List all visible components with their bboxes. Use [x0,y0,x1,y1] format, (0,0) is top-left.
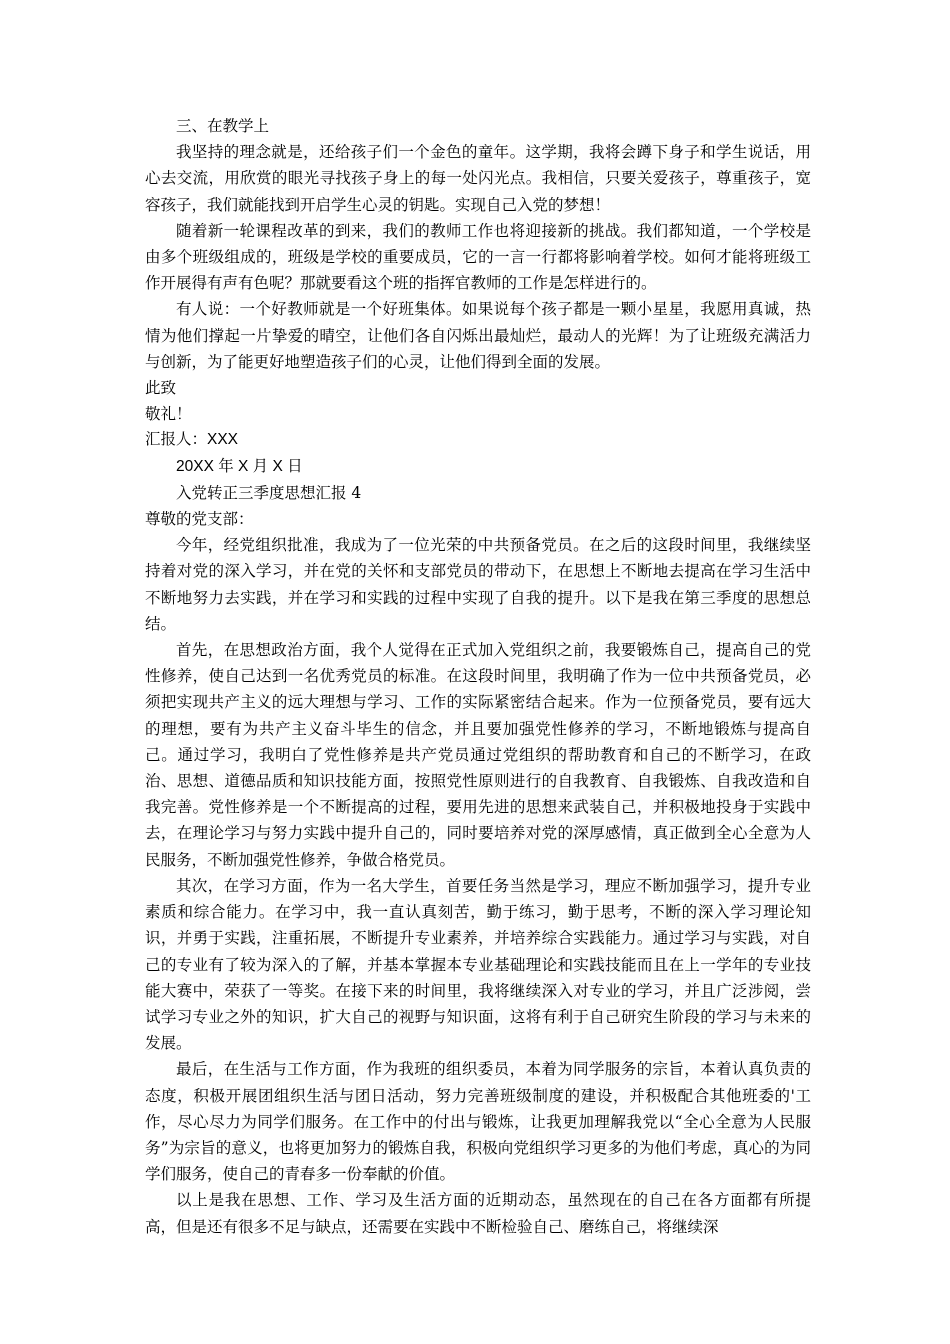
salutation: 尊敬的党支部： [145,510,254,529]
body-paragraph: 随着新一轮课程改革的到来，我们的教师工作也将迎接新的挑战。我们都知道，一个学校是由多个班级组成的，班级是学校的重要成员，它的一言一行都将影响着学校。如何才能将班级工作开展得有声有色呢？那就要看这个班的指挥官教师的工作是怎样进行的。 [145,221,811,293]
body-paragraph: 其次，在学习方面，作为一名大学生，首要任务当然是学习，理应不断加强学习，提升专业素质和综合能力。在学习中，我一直认真刻苦，勤于练习，勤于思考，不断的深入学习理论知识，并勇于实践，注重拓展，不断提升专业素养，并培养综合实践能力。通过学习与实践，对自己的专业有了较为深入的了解，并基本掌握本专业基础理论和实践技能而且在上一学年的专业技能大赛中，荣获了一等奖。在接下来的时间里，我将继续深入对专业的学习，并且广泛涉阅，尝试学习专业之外的知识，扩大自己的视野与知识面，这将有利于自己研究生阶段的学习与未来的发展。 [145,876,811,1053]
body-paragraph: 首先，在思想政治方面，我个人觉得在正式加入党组织之前，我要锻炼自己，提高自己的党性修养，使自己达到一名优秀党员的标准。在这段时间里，我明确了作为一位中共预备党员，必须把实现共产主义的远大理想与学习、工作的实际紧密结合起来。作为一位预备党员，要有远大的理想，要有为共产主义奋斗毕生的信念，并且要加强党性修养的学习，不断地锻炼与提高自己。通过学习，我明白了党性修养是共产党员通过党组织的帮助教育和自己的不断学习，在政治、思想、道德品质和知识技能方面，按照党性原则进行的自我教育、自我锻炼、自我改造和自我完善。党性修养是一个不断提高的过程，要用先进的思想来武装自己，并积极地投身于实践中去，在理论学习与努力实践中提升自己的，同时要培养对党的深厚感情，真正做到全心全意为人民服务，不断加强党性修养，争做合格党员。 [145,641,811,869]
reporter-signature: 汇报人：XXX [145,431,239,449]
body-paragraph: 今年，经党组织批准，我成为了一位光荣的中共预备党员。在之后的这段时间里，我继续坚持着对党的深入学习，并在党的关怀和支部党员的带动下，在思想上不断地去提高在学习生活中不断地努力去实践，并在学习和实践的过程中实现了自我的提升。以下是我在第三季度的思想总结。 [145,536,811,633]
report-title: 入党转正三季度思想汇报 4 [176,483,362,502]
body-paragraph: 有人说：一个好教师就是一个好班集体。如果说每个孩子都是一颗小星星，我愿用真诚，热情为他们撑起一片挚爱的晴空，让他们各自闪烁出最灿烂，最动人的光辉！为了让班级充满活力与创新，为了能更好地塑造孩子们的心灵，让他们得到全面的发展。 [145,300,811,371]
document-page [145,113,811,1240]
body-paragraph: 最后，在生活与工作方面，作为我班的组织委员，本着为同学服务的宗旨，本着认真负责的态度，积极开展团组织生活与团日活动，努力完善班级制度的建设，并积极配合其他班委的'工作，尽心尽力为同学们服务。在工作中的付出与锻炼，让我更加理解我党以“全心全意为人民服务”为宗旨的意义，也将更加努力的锻炼自我，积极向党组织学习更多的为他们考虑，真心的为同学们服务，使自己的青春多一份奉献的价值。 [145,1060,811,1184]
closing-regards: 敬礼！ [145,405,192,424]
body-paragraph: 以上是我在思想、工作、学习及生活方面的近期动态，虽然现在的自己在各方面都有所提高，但是还有很多不足与缺点，还需要在实践中不断检验自己、磨练自己，将继续深 [145,1191,811,1236]
section-heading: 三、在教学上 [176,117,270,135]
report-date: 20XX 年 X 月 X 日 [176,457,303,475]
body-paragraph: 我坚持的理念就是，还给孩子们一个金色的童年。这学期，我将会蹲下身子和学生说话，用心去交流，用欣赏的眼光寻找孩子身上的每一处闪光点。我相信，只要关爱孩子，尊重孩子，宽容孩子，我们就能找到开启学生心灵的钥匙。实现自己入党的梦想！ [145,143,811,214]
closing-line: 此致 [145,379,177,398]
